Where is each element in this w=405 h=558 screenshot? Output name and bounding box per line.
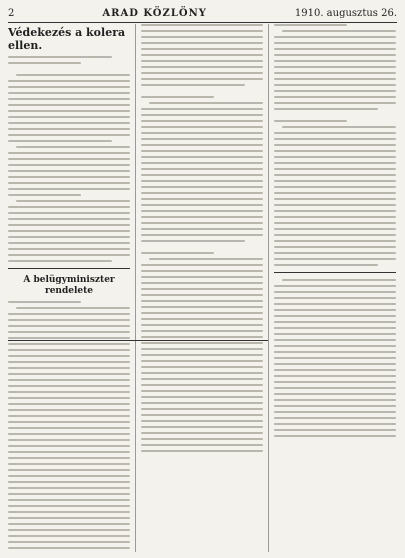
- article-divider: [274, 272, 396, 273]
- article-body: [141, 24, 263, 452]
- article-divider: [8, 268, 130, 269]
- masthead: [8, 6, 397, 23]
- column-left: [8, 24, 130, 552]
- headline-rendelet: A belügyminiszter rendelete: [23, 275, 115, 296]
- article-body: [8, 301, 130, 552]
- columns: [8, 24, 397, 552]
- article-body: [8, 56, 130, 262]
- column-right: [274, 24, 396, 552]
- newspaper-title: ARAD KÖZLÖNY: [102, 7, 207, 19]
- page-number: 2: [8, 7, 15, 19]
- article-body: [274, 24, 396, 437]
- headline-kolera: Védekezés a kolera ellen.: [8, 26, 126, 52]
- column-divider: [268, 24, 269, 552]
- column-middle: [141, 24, 263, 552]
- column-divider: [135, 24, 136, 552]
- issue-date: 1910. augusztus 26.: [294, 7, 397, 19]
